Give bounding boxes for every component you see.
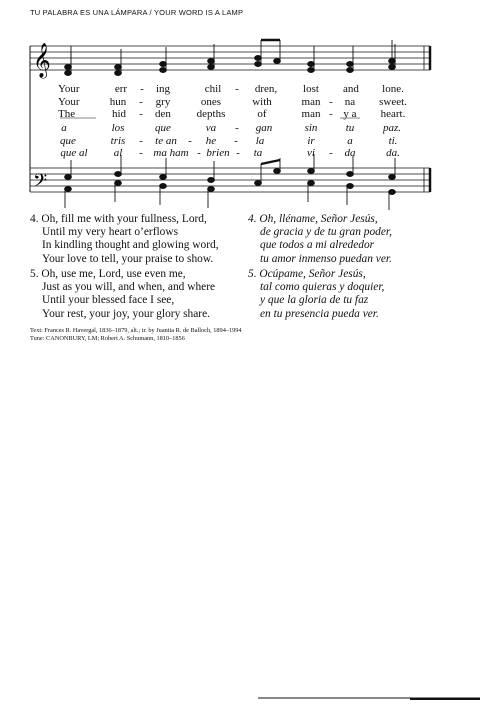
verse-line: 5. Oh, use me, Lord, use even me, xyxy=(30,268,186,280)
note-head xyxy=(65,71,72,76)
lyric-syllable: sin xyxy=(304,122,318,134)
lyric-syllable: Your xyxy=(58,96,80,108)
lyric-syllable: hid xyxy=(111,108,127,120)
lyric-syllable: sweet. xyxy=(379,96,407,108)
note-head xyxy=(208,65,215,70)
lyric-syllable: of xyxy=(257,108,267,120)
lyric-syllable: lone. xyxy=(382,83,404,95)
verse-line: que todos a mi alrededor xyxy=(260,239,375,252)
lyric-syllable: y a xyxy=(343,108,357,120)
verse-line: Until my very heart o’erflows xyxy=(42,226,179,239)
verse-line: Just as you will, and when, and where xyxy=(42,281,216,294)
lyric-syllable: tu xyxy=(345,122,355,134)
lyric-syllable: lost xyxy=(303,83,319,95)
lyric-syllable: los xyxy=(111,122,125,134)
lyric-syllable: a xyxy=(61,122,67,134)
verse-line: en tu presencia pueda ver. xyxy=(260,307,379,320)
lyric-syllable: na xyxy=(344,96,356,108)
lyric-syllable: ing xyxy=(155,83,171,95)
lyric-syllable: chil xyxy=(204,83,222,95)
lyric-syllable: que xyxy=(60,135,76,147)
verse-line: 5. Ocúpame, Señor Jesús, xyxy=(248,268,366,280)
note-head xyxy=(65,187,72,192)
lyric-syllable: vi xyxy=(307,147,315,159)
lyric-syllable: he xyxy=(205,135,217,147)
note-head xyxy=(274,169,281,174)
bass-staff xyxy=(30,168,430,192)
verse-line: y que la gloria de tu faz xyxy=(260,294,369,307)
lyric-syllable: gry xyxy=(155,96,171,108)
note-beam xyxy=(261,160,280,164)
lyric-syllable: hun xyxy=(109,96,127,108)
verse-4-spanish xyxy=(248,213,392,266)
bass-notes xyxy=(65,154,396,210)
verse-line: Until your blessed face I see, xyxy=(42,294,175,307)
verse-line: tu amor inmenso puedan ver. xyxy=(260,252,392,265)
note-head xyxy=(347,184,354,189)
lyric-syllable: la xyxy=(255,135,265,147)
lyric-syllable: te an xyxy=(155,135,177,147)
note-head xyxy=(208,59,215,64)
note-head xyxy=(115,172,122,177)
lyric-syllable: brien xyxy=(206,147,230,159)
lyric-hyphen: - xyxy=(139,108,143,120)
note-head xyxy=(115,71,122,76)
note-head xyxy=(65,65,72,70)
lyric-hyphen: - xyxy=(329,147,333,159)
lyric-syllable: al xyxy=(113,147,123,159)
lyric-syllable: que xyxy=(155,122,171,134)
note-head xyxy=(208,178,215,183)
lyric-syllable: Your xyxy=(58,83,80,95)
lyric-syllable: ones xyxy=(200,96,222,108)
verse-line: 4. Oh, lléname, Señor Jesús, xyxy=(248,213,378,225)
note-head xyxy=(347,68,354,73)
note-head xyxy=(389,190,396,195)
note-head xyxy=(255,62,262,67)
verse-4-english xyxy=(30,213,219,266)
lyric-syllable: que al xyxy=(60,147,88,159)
tune-credit: Tune: CANONBURY, LM; Robert A. Schumann, 1810–1856 xyxy=(30,334,185,342)
verse-5-english xyxy=(30,268,215,321)
lyric-syllable: man xyxy=(301,108,321,120)
treble-staff xyxy=(30,46,430,70)
lyric-syllable: va xyxy=(205,122,217,134)
lyric-syllable: a xyxy=(347,135,353,147)
lyric-hyphen: - xyxy=(329,108,333,120)
lyric-syllable: da. xyxy=(386,147,400,159)
lyric-syllable: ir xyxy=(307,135,315,147)
lyric-syllable: den xyxy=(155,108,171,120)
note-head xyxy=(389,175,396,180)
lyric-hyphen: - xyxy=(234,135,238,147)
bass-clef-icon: 𝄢 xyxy=(33,171,48,196)
verse-line: Your rest, your joy, your glory share. xyxy=(42,307,210,320)
verse-line: 4. Oh, fill me with your fullness, Lord, xyxy=(30,213,207,225)
lyric-syllable: heart. xyxy=(380,108,406,120)
note-head xyxy=(160,68,167,73)
footer-rules xyxy=(258,698,480,699)
note-head xyxy=(308,62,315,67)
lyric-syllable: man xyxy=(301,96,321,108)
note-head xyxy=(115,65,122,70)
lyric-syllable: err xyxy=(114,83,128,95)
note-head xyxy=(208,187,215,192)
lyric-hyphen: - xyxy=(139,147,143,159)
lyric-hyphen: - xyxy=(197,147,201,159)
lyric-hyphen: - xyxy=(139,135,143,147)
hymn-credits xyxy=(30,327,242,342)
lyric-syllable: da xyxy=(344,147,356,159)
verse-5-spanish xyxy=(248,268,384,321)
lyric-syllable: ta xyxy=(253,147,263,159)
lyric-syllable: and xyxy=(343,83,359,95)
verse-line: In kindling thought and glowing word, xyxy=(42,239,219,252)
lyric-hyphen: - xyxy=(235,122,239,134)
lyric-hyphen: - xyxy=(236,147,240,159)
note-head xyxy=(160,62,167,67)
note-head xyxy=(255,181,262,186)
lyric-syllable: paz. xyxy=(382,122,402,134)
lyric-hyphen: - xyxy=(329,96,333,108)
note-head xyxy=(115,181,122,186)
lyric-syllable: tris xyxy=(110,135,126,147)
lyric-syllable: ma ham xyxy=(153,147,189,159)
note-head xyxy=(274,59,281,64)
note-head xyxy=(347,62,354,67)
treble-clef-icon: 𝄞 xyxy=(33,43,51,78)
note-head xyxy=(308,181,315,186)
lyric-syllable: ti. xyxy=(388,135,398,147)
hymn-title-header: TU PALABRA ES UNA LÁMPARA / YOUR WORD IS A LAMP xyxy=(30,8,244,17)
note-head xyxy=(389,59,396,64)
note-head xyxy=(65,175,72,180)
lyric-syllable: with xyxy=(252,96,272,108)
note-head xyxy=(255,56,262,61)
lyric-syllable: gan xyxy=(255,122,273,134)
verse-line: de gracia y de tu gran poder, xyxy=(260,226,392,239)
note-head xyxy=(308,68,315,73)
lyric-hyphen: - xyxy=(188,135,192,147)
text-credit: Text: Frances R. Havergal, 1836–1879, alt.; tr. by Juanita R. de Balloch, 1894–1994 xyxy=(30,327,242,334)
note-head xyxy=(347,172,354,177)
verse-line: tal como quieras y doquier, xyxy=(260,281,385,294)
lyric-syllable: dren, xyxy=(254,83,278,95)
verse-line: Your love to tell, your praise to show. xyxy=(42,252,214,265)
lyric-hyphen: - xyxy=(139,96,143,108)
lyric-hyphen: - xyxy=(140,83,144,95)
lyric-syllable: The xyxy=(58,108,76,120)
note-head xyxy=(308,169,315,174)
note-head xyxy=(160,175,167,180)
note-head xyxy=(160,184,167,189)
note-head xyxy=(389,65,396,70)
lyric-hyphen: - xyxy=(235,83,239,95)
lyric-syllable: depths xyxy=(196,108,226,120)
